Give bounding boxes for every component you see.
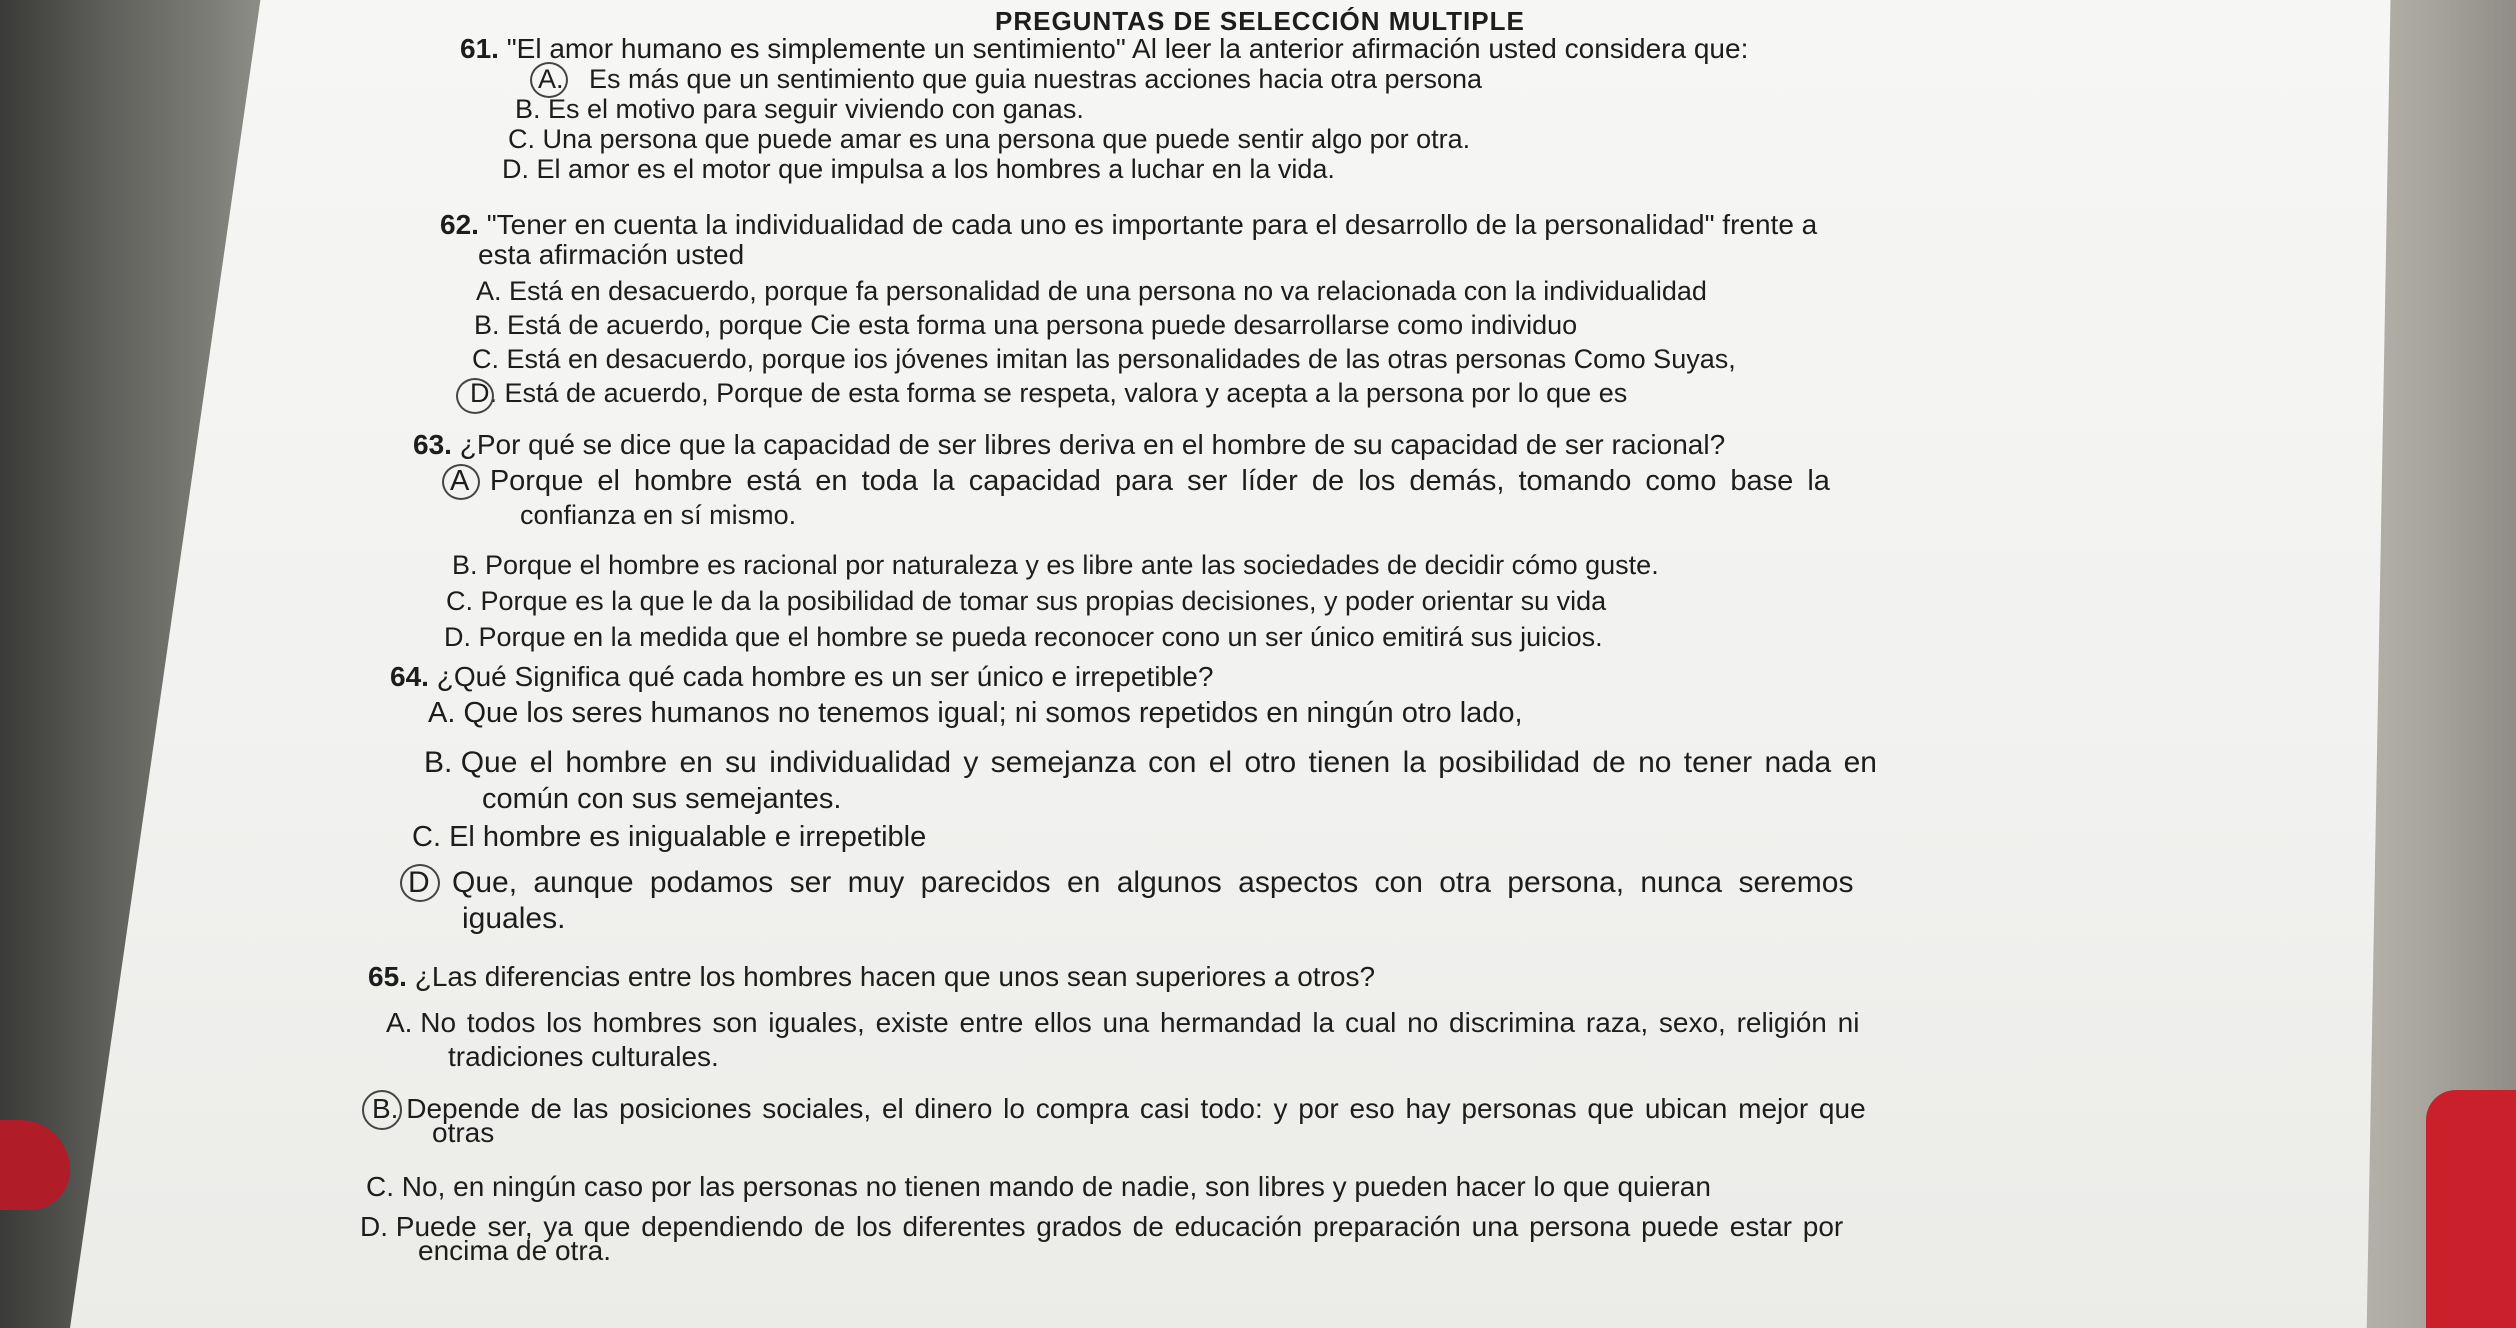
question-62 (440, 210, 1817, 240)
option-text: Es el motivo para seguir viviendo con ganas. (548, 94, 1084, 124)
option-letter: C. (508, 124, 535, 154)
option-letter: A. (386, 1007, 413, 1038)
question-text: "El amor humano es simplemente un sentimiento" Al leer la anterior afirmación usted considera que: (506, 33, 1749, 64)
option-text: Que los seres humanos no tenemos igual; ni somos repetidos en ningún otro lado, (463, 697, 1523, 729)
option-65-d-continued: encima de otra. (418, 1235, 611, 1266)
option-letter: C. (446, 586, 473, 616)
question-text: ¿Las diferencias entre los hombres hacen que unos sean superiores a otros? (414, 961, 1376, 992)
option-65-b-continued: otras (432, 1117, 495, 1148)
option-64-d[interactable] (408, 868, 1853, 898)
option-text: No, en ningún caso por las personas no tienen mando de nadie, son libres y pueden hacer lo que quieran (401, 1171, 1711, 1202)
option-text: Una persona que puede amar es una persona que puede sentir algo por otra. (542, 124, 1471, 154)
option-64-b[interactable] (424, 748, 1877, 778)
answer-circle-mark (442, 464, 480, 500)
question-number: 62. (440, 209, 479, 240)
option-letter: C. (412, 821, 441, 853)
option-text: Es más que un sentimiento que guia nuestras acciones hacia otra persona (589, 64, 1483, 94)
option-64-d-continued: iguales. (462, 902, 566, 935)
option-text: Puede ser, ya que dependiendo de los diferentes grados de educación preparación una persona puede estar por (395, 1211, 1844, 1242)
option-text: Porque en la medida que el hombre se pueda reconocer cono un ser único emitirá sus juicios. (478, 622, 1603, 652)
option-letter: B. (424, 746, 453, 779)
option-65-a-continued: tradiciones culturales. (448, 1041, 719, 1072)
option-64-c[interactable] (412, 822, 926, 852)
option-62-b[interactable] (474, 310, 1577, 340)
option-61-a[interactable] (538, 64, 1482, 94)
question-63 (413, 430, 1725, 460)
option-63-d[interactable] (444, 622, 1603, 652)
option-65-b[interactable] (372, 1094, 1866, 1124)
option-letter: B. (474, 310, 500, 340)
question-number: 64. (390, 661, 429, 692)
option-letter: A (450, 465, 468, 497)
question-62-continued: esta afirmación usted (478, 239, 745, 270)
question-text: "Tener en cuenta la individualidad de cada uno es importante para el desarrollo de la personalidad" frente a (486, 209, 1818, 240)
question-number: 61. (460, 33, 499, 64)
option-64-a[interactable] (428, 698, 1523, 728)
option-letter: B. (372, 1093, 399, 1124)
option-letter: A. (476, 276, 502, 306)
option-letter: D. (444, 622, 471, 652)
option-61-d[interactable] (502, 154, 1335, 184)
option-62-c[interactable] (472, 344, 1736, 374)
option-text: Está de acuerdo, porque Cie esta forma una persona puede desarrollarse como individuo (507, 310, 1578, 340)
option-letter: C. (366, 1171, 394, 1202)
option-61-c[interactable] (508, 124, 1470, 154)
question-61 (460, 34, 1748, 64)
option-61-b[interactable] (515, 94, 1084, 124)
option-63-a[interactable] (450, 466, 1830, 496)
option-65-a[interactable] (386, 1008, 1859, 1038)
question-text: ¿Por qué se dice que la capacidad de ser libres deriva en el hombre de su capacidad de ser racional? (459, 429, 1726, 460)
question-number: 65. (368, 961, 407, 992)
option-65-c[interactable] (366, 1172, 1711, 1202)
option-text: Porque es la que le da la posibilidad de tomar sus propias decisiones, y poder orientar su vida (480, 586, 1607, 616)
answer-circle-mark (362, 1090, 402, 1130)
question-text: ¿Qué Significa qué cada hombre es un ser único e irrepetible? (436, 661, 1214, 692)
option-letter: A. (428, 697, 456, 729)
question-number: 63. (413, 429, 452, 460)
option-text: Depende de las posiciones sociales, el dinero lo compra casi todo: y por eso hay personas que ubican mejor que (406, 1093, 1866, 1124)
answer-circle-mark (400, 864, 440, 902)
option-letter: A. (538, 64, 564, 94)
option-text: Porque el hombre está en toda la capacidad para ser líder de los demás, tomando como base la (489, 465, 1830, 497)
option-text: Está en desacuerdo, porque fa personalidad de una persona no va relacionada con la individualidad (509, 276, 1707, 306)
answer-circle-mark (530, 62, 568, 98)
page-title: PREGUNTAS DE SELECCIÓN MULTIPLE (995, 6, 1525, 36)
option-text: Que, aunque podamos ser muy parecidos en algunos aspectos con otra persona, nunca seremos (452, 866, 1854, 899)
option-text: Está de acuerdo, Porque de esta forma se respeta, valora y acepta a la persona por lo que es (504, 378, 1628, 408)
answer-circle-mark (456, 378, 494, 414)
option-letter: B. (452, 550, 478, 580)
option-letter: D (408, 866, 430, 899)
option-text: Está en desacuerdo, porque ios jóvenes imitan las personalidades de las otras personas Como Suyas, (506, 344, 1736, 374)
option-letter: B. (515, 94, 541, 124)
option-63-b[interactable] (452, 550, 1659, 580)
option-letter: D. (360, 1211, 388, 1242)
option-text: Que el hombre en su individualidad y semejanza con el otro tienen la posibilidad de no tener nada en (460, 746, 1877, 779)
question-65 (368, 962, 1375, 992)
option-letter: C. (472, 344, 499, 374)
option-text: Porque el hombre es racional por naturaleza y es libre ante las sociedades de decidir cómo guste. (485, 550, 1659, 580)
option-62-a[interactable] (476, 276, 1707, 306)
option-text: El hombre es inigualable e irrepetible (449, 821, 927, 853)
option-letter: D. (502, 154, 529, 184)
option-text: El amor es el motor que impulsa a los hombres a luchar en la vida. (536, 154, 1335, 184)
option-text: No todos los hombres son iguales, existe entre ellos una hermandad la cual no discrimina raza, sexo, religión ni (420, 1007, 1860, 1038)
option-63-a-continued: confianza en sí mismo. (520, 500, 797, 530)
question-64 (390, 662, 1213, 692)
option-letter: D. (470, 378, 497, 408)
option-64-b-continued: común con sus semejantes. (482, 783, 842, 815)
option-63-c[interactable] (446, 586, 1606, 616)
option-62-d[interactable] (470, 378, 1627, 408)
